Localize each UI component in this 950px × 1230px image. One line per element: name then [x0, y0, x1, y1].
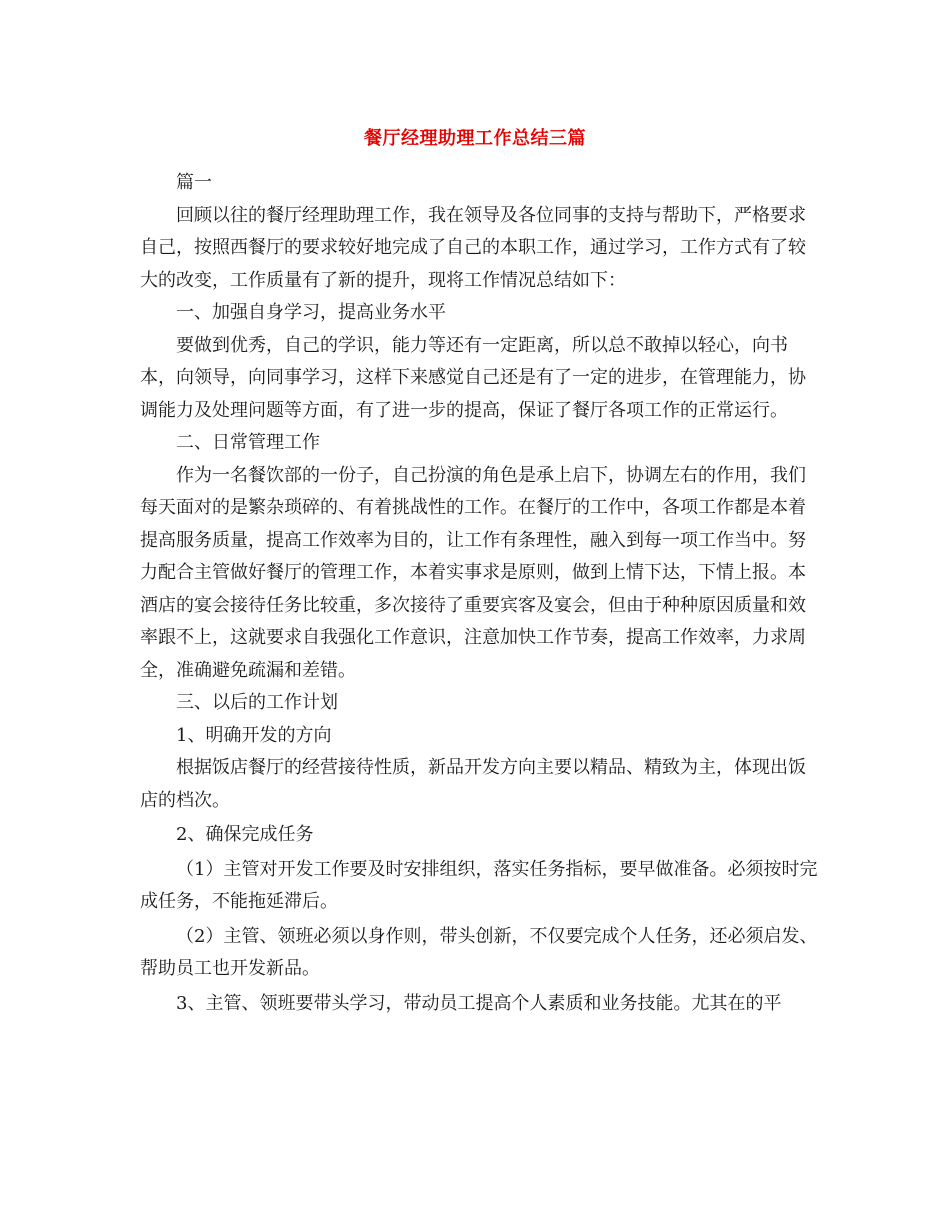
paragraph-heading: 2、确保完成任务 — [176, 824, 314, 845]
paragraph-section-heading: 篇一 — [176, 172, 212, 193]
document-body — [140, 167, 820, 1020]
paragraph: （2）主管、领班必须以身作则，带头创新，不仅要完成个人任务，还必须启发、帮助员工也开发新品。 — [140, 925, 818, 979]
paragraph: 根据饭店餐厅的经营接待性质，新品开发方向主要以精品、精致为主，体现出饭店的档次。 — [140, 757, 806, 811]
paragraph-heading: 一、加强自身学习，提高业务水平 — [176, 302, 446, 323]
paragraph: 回顾以往的餐厅经理助理工作，我在领导及各位同事的支持与帮助下，严格要求自己，按照西餐厅的要求较好地完成了自己的本职工作，通过学习，工作方式有了较大的改变，工作质量有了新的提升，现将工作情况总结如下： — [140, 204, 806, 291]
paragraph: （1）主管对开发工作要及时安排组织，落实任务指标，要早做准备。必须按时完成任务，不能拖延滞后。 — [140, 858, 818, 912]
paragraph-heading: 1、明确开发的方向 — [176, 724, 332, 746]
paragraph-heading: 三、以后的工作计划 — [176, 692, 338, 713]
paragraph: 3、主管、领班要带头学习，带动员工提高个人素质和业务技能。尤其在的平 — [176, 992, 782, 1014]
document-title: 餐厅经理助理工作总结三篇 — [364, 128, 586, 149]
paragraph: 要做到优秀，自己的学识，能力等还有一定距离，所以总不敢掉以轻心，向书本，向领导，向同事学习，这样下来感觉自己还是有了一定的进步，在管理能力，协调能力及处理问题等方面，有了进一步的提高，保证了餐厅各项工作的正常运行。 — [140, 334, 806, 421]
paragraph: 作为一名餐饮部的一份子，自己扮演的角色是承上启下，协调左右的作用，我们每天面对的是繁杂琐碎的、有着挑战性的工作。在餐厅的工作中，各项工作都是本着提高服务质量，提高工作效率为目的，让工作有条理性，融入到每一项工作当中。努力配合主管做好餐厅的管理工作，本着实事求是原则，做到上情下达，下情上报。本酒店的宴会接待任务比较重，多次接待了重要宾客及宴会，但由于种种原因质量和效率跟不上，这就要求自我强化工作意识，注意加快工作节奏，提高工作效率，力求周全，准确避免疏漏和差错。 — [140, 464, 806, 681]
paragraph-heading: 二、日常管理工作 — [176, 432, 320, 453]
